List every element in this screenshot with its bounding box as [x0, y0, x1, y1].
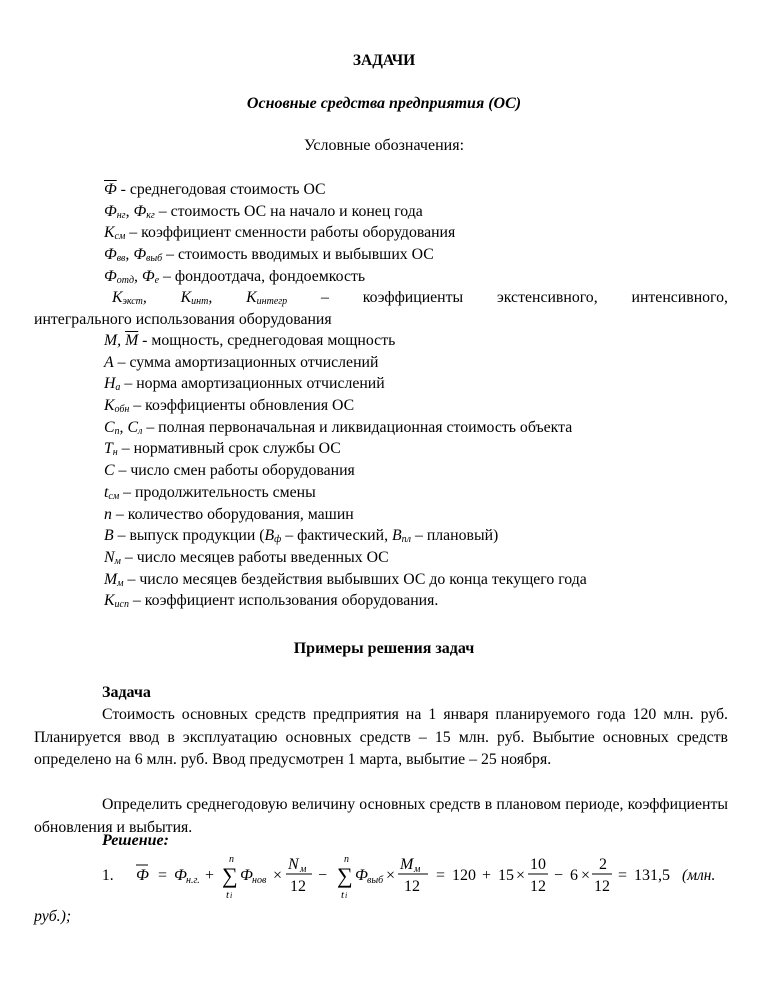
symbol-line-wrapped: $К_{экст}$, $К_{инт}$, $К_{интегр}$ – коэффициенты экстенсивного, интенсивного,	[112, 289, 728, 307]
symbol: Ф	[133, 246, 147, 264]
symbol-subscript: ф	[274, 534, 282, 546]
symbol-subscript: экст	[122, 296, 143, 307]
symbol-line: $Ф_{нг}$, $Ф_{кг}$ – стоимость ОС на начало и конец года	[104, 202, 423, 221]
symbol-description: - среднегодовая стоимость ОС	[116, 181, 326, 198]
examples-heading: Примеры решения задач	[293, 640, 475, 657]
sum-lower-limit-subscript: i	[345, 891, 348, 898]
symbols-list	[104, 330, 724, 612]
formula-operator: −	[554, 867, 564, 884]
symbol: К	[112, 289, 123, 306]
formula-subscript: н.г.	[186, 875, 200, 886]
formula-unit: (млн.	[682, 867, 716, 884]
sum-lower-limit: t	[226, 889, 230, 898]
sum-upper-limit: n	[229, 854, 234, 865]
symbol: М	[125, 332, 139, 349]
symbol-line	[104, 395, 724, 417]
formula-subscript: м	[414, 864, 421, 875]
fraction-denominator: 12	[404, 878, 420, 895]
fraction-denominator: 12	[290, 878, 306, 895]
symbol: К	[104, 592, 115, 610]
symbol: С	[127, 418, 138, 436]
fraction-numerator: 2	[599, 856, 607, 873]
sum-lower-limit: t	[341, 889, 345, 898]
symbol: Н	[104, 375, 116, 393]
symbol: Ф	[104, 181, 117, 198]
symbol: N	[104, 548, 115, 566]
symbol: В	[391, 527, 402, 545]
symbol-line	[104, 525, 724, 547]
symbol-line	[104, 222, 724, 244]
symbol-description: - мощность, среднегодовая мощность	[138, 332, 396, 349]
symbol-subscript: м	[114, 555, 121, 567]
symbol-subscript: нг	[116, 209, 126, 221]
symbol-subscript: отд	[116, 274, 134, 286]
fraction-numerator: 10	[530, 856, 546, 873]
symbol-description: – стоимость вводимых и выбывших ОС	[162, 246, 434, 264]
symbol: К	[246, 289, 257, 306]
section-subtitle: Основные средства предприятия (ОС)	[246, 95, 522, 112]
solution-label: Решение:	[102, 832, 169, 849]
formula-subscript: выб	[367, 875, 384, 886]
symbol-description: –	[321, 289, 329, 306]
formula-value: 6	[570, 867, 578, 884]
formula-number: 1.	[102, 867, 114, 884]
symbol-description: – стоимость ОС на начало и конец года	[154, 202, 423, 220]
symbol-description: – нормативный срок службы ОС	[117, 440, 341, 458]
formula-operator: +	[482, 867, 492, 884]
symbol-line: $С_п$, $С_л$ – полная первоначальная и ликвидационная стоимость объекта	[104, 418, 573, 437]
symbol: Т	[104, 440, 113, 458]
fraction-numerator: М	[400, 856, 414, 873]
symbol-subscript: обн	[114, 404, 130, 416]
symbol-line	[104, 590, 724, 612]
symbol-description: – норма амортизационных отчислений	[120, 375, 385, 393]
symbol-description: – фондоотдача, фондоемкость	[159, 267, 366, 285]
legend-heading: Условные обозначения:	[303, 137, 465, 154]
symbol-subscript: выб	[146, 253, 163, 265]
symbol-line	[104, 460, 724, 482]
symbol: В	[264, 527, 275, 545]
sum-sign: ∑	[337, 863, 353, 888]
formula-subscript: м	[300, 864, 307, 875]
symbol-line	[104, 482, 724, 504]
symbol-description: – число месяцев бездействия выбывших ОС до конца текущего года	[123, 570, 587, 588]
symbol-subscript: см	[108, 490, 120, 502]
symbol-description: – выпуск продукции (	[113, 527, 265, 545]
formula-term: Ф	[355, 867, 368, 884]
symbol-description: – продолжительность смены	[119, 483, 316, 501]
symbol-subscript: е	[154, 274, 160, 286]
sum-lower-limit-subscript: i	[230, 891, 233, 898]
symbol-subscript: интегр	[256, 296, 288, 307]
symbol-subscript: вв	[116, 253, 126, 265]
symbols-list	[104, 179, 724, 287]
formula-operator: =	[436, 867, 446, 884]
formula-operator: ×	[273, 867, 283, 884]
formula	[102, 852, 742, 898]
symbol: Ф	[141, 267, 155, 285]
symbol-description: интенсивного,	[631, 289, 728, 306]
symbol-description: – плановый)	[411, 527, 499, 545]
symbol: М,	[104, 332, 122, 349]
fraction-numerator: N	[288, 856, 299, 873]
formula-term: Ф	[240, 867, 253, 884]
symbol: Ф	[133, 202, 147, 220]
symbol-subscript: п	[114, 425, 120, 437]
formula-lhs: Ф	[136, 867, 149, 884]
sum-upper-limit: n	[344, 854, 349, 865]
symbol: С	[104, 462, 115, 480]
formula-term: Ф	[174, 867, 187, 884]
formula-subscript: нов	[252, 875, 267, 886]
formula-operator: −	[318, 867, 328, 884]
symbol-description: коэффициенты	[362, 289, 464, 306]
task-question-paragraph: Определить среднегодовую величину основных средств в плановом периоде, коэффициенты обновления и выбытия.	[34, 796, 728, 836]
formula-unit-continuation: руб.);	[34, 908, 72, 925]
sum-sign: ∑	[222, 863, 238, 888]
symbol: К	[104, 397, 115, 415]
symbol-line: $Ф_{вв}$, $Ф_{выб}$ – стоимость вводимых и выбывших ОС	[104, 246, 434, 265]
symbol-line	[104, 179, 724, 201]
symbol-description: – сумма амортизационных отчислений	[113, 353, 379, 371]
symbol: Ф	[104, 202, 117, 220]
task-paragraph: Стоимость основных средств предприятия на 1 января планируемого года 120 млн. руб. Планируется ввод в эксплуатацию основных средств – 15 млн. руб. Выбытие основных средств определено на 6 млн. руб. Ввод предусмотрен 1 марта, выбытие – 25 ноября.	[34, 706, 728, 768]
fraction-denominator: 12	[530, 878, 546, 895]
symbol-description: – коэффициент использования оборудования.	[128, 592, 439, 610]
symbol-line	[104, 547, 724, 569]
symbol: Ф	[104, 246, 117, 264]
formula-operator: ×	[386, 867, 396, 884]
symbol-description: – коэффициент сменности работы оборудования	[125, 224, 456, 242]
symbol-subscript: н	[112, 447, 118, 459]
symbol-subscript: инт	[191, 296, 209, 307]
symbol: t	[104, 483, 109, 501]
formula-operator: =	[618, 867, 628, 884]
symbol-subscript: исп	[114, 599, 129, 611]
symbol: С	[104, 418, 115, 436]
formula-result: 131,5	[634, 867, 670, 884]
symbol-description: – фактический,	[281, 527, 392, 545]
symbol: В	[104, 527, 114, 545]
symbol-subscript: пл	[401, 534, 412, 546]
symbol: n	[104, 505, 112, 523]
fraction-denominator: 12	[594, 878, 610, 895]
symbol-subscript: л	[138, 425, 143, 437]
symbol-description: – полная первоначальная и ликвидационная стоимость объекта	[142, 418, 573, 436]
formula-operator: +	[205, 867, 215, 884]
symbol-line	[104, 373, 724, 395]
formula-operator: ×	[516, 867, 526, 884]
symbol-description: – число месяцев работы введенных ОС	[120, 548, 389, 566]
formula-value: 120	[452, 867, 476, 884]
symbol-subscript: м	[117, 577, 124, 589]
symbol: К	[104, 224, 115, 242]
symbol: М	[104, 570, 118, 588]
symbol-line: $Ф_{отд}$, $Ф_е$ – фондоотдача, фондоемкость	[104, 267, 366, 286]
symbol-line-continuation: интегрального использования оборудования	[34, 311, 332, 328]
symbol-description: – количество оборудования, машин	[111, 505, 354, 523]
symbol: Ф	[104, 267, 117, 285]
symbol-subscript: а	[115, 382, 121, 394]
formula-operator: =	[158, 867, 168, 884]
page-title: ЗАДАЧИ	[352, 52, 416, 69]
formula-operator: ×	[581, 867, 591, 884]
symbol-subscript: см	[114, 231, 126, 243]
symbol-line	[104, 352, 724, 374]
symbol-line	[104, 438, 724, 460]
symbol-line	[104, 569, 724, 591]
symbol-subscript: кг	[146, 209, 155, 221]
symbol-line	[104, 504, 724, 526]
symbol-description: – коэффициенты обновления ОС	[129, 397, 355, 415]
symbol-description: экстенсивного,	[497, 289, 598, 306]
symbol: К	[180, 289, 192, 306]
formula-value: 15	[498, 867, 514, 884]
symbol-line	[104, 330, 724, 352]
symbol-description: – число смен работы оборудования	[114, 462, 355, 480]
symbol: А	[104, 353, 114, 371]
task-label: Задача	[102, 684, 151, 701]
